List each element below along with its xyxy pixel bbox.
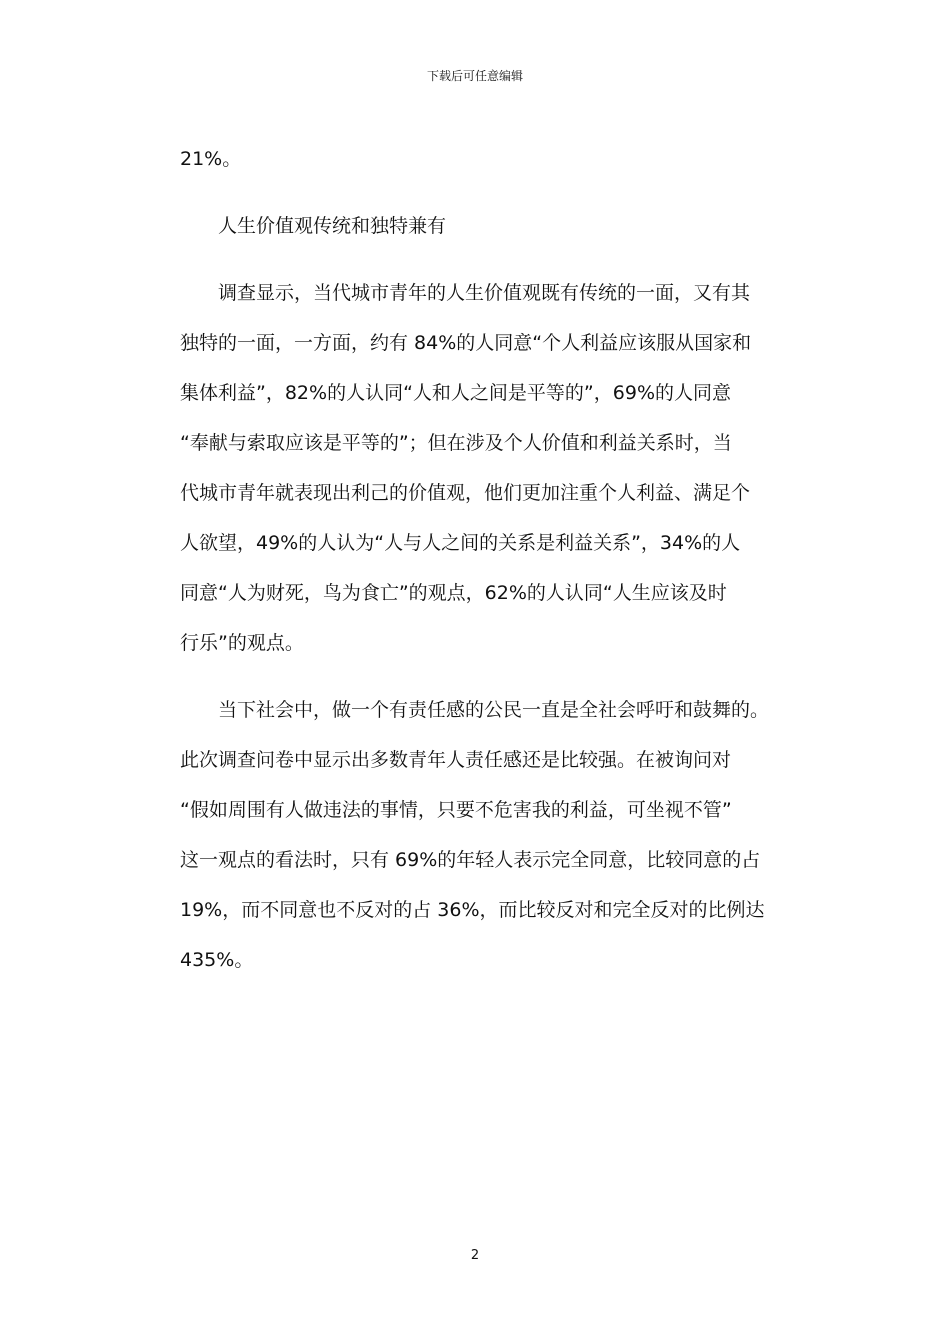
section-heading [180, 201, 770, 251]
paragraph-values [180, 268, 770, 668]
paragraph-line: 这一观点的看法时，只有 69%的年轻人表示完全同意，比较同意的占 [180, 849, 761, 871]
paragraph-line: 行乐”的观点。 [180, 632, 304, 654]
paragraph-continuation [180, 134, 770, 184]
paragraph-responsibility [180, 685, 770, 985]
paragraph-line: 人欲望，49%的人认为“人与人之间的关系是利益关系”，34%的人 [180, 532, 741, 554]
paragraph-line: 调查显示，当代城市青年的人生价值观既有传统的一面，又有其 [218, 282, 751, 304]
section-heading-text: 人生价值观传统和独特兼有 [218, 215, 447, 237]
paragraph-line: 21%。 [180, 148, 242, 170]
paragraph-line: 代城市青年就表现出利己的价值观，他们更加注重个人利益、满足个 [180, 482, 751, 504]
paragraph-line: 当下社会中，做一个有责任感的公民一直是全社会呼吁和鼓舞的。 [218, 699, 770, 721]
page-header-note: 下载后可任意编辑 [426, 69, 523, 83]
paragraph-line: 此次调查问卷中显示出多数青年人责任感还是比较强。在被询问对 [180, 749, 732, 771]
page-number: 2 [470, 1248, 480, 1263]
paragraph-line: “奉献与索取应该是平等的”；但在涉及个人价值和利益关系时，当 [180, 432, 732, 454]
paragraph-line: 独特的一面，一方面，约有 84%的人同意“个人利益应该服从国家和 [180, 332, 752, 354]
paragraph-line: 同意“人为财死，鸟为食亡”的观点，62%的人认同“人生应该及时 [180, 582, 727, 604]
paragraph-line: “假如周围有人做违法的事情，只要不危害我的利益，可坐视不管” [180, 799, 732, 821]
paragraph-line: 集体利益”，82%的人认同“人和人之间是平等的”，69%的人同意 [180, 382, 731, 404]
paragraph-line: 435%。 [180, 949, 254, 971]
paragraph-line: 19%，而不同意也不反对的占 36%，而比较反对和完全反对的比例达 [180, 899, 765, 921]
document-body [180, 134, 770, 985]
